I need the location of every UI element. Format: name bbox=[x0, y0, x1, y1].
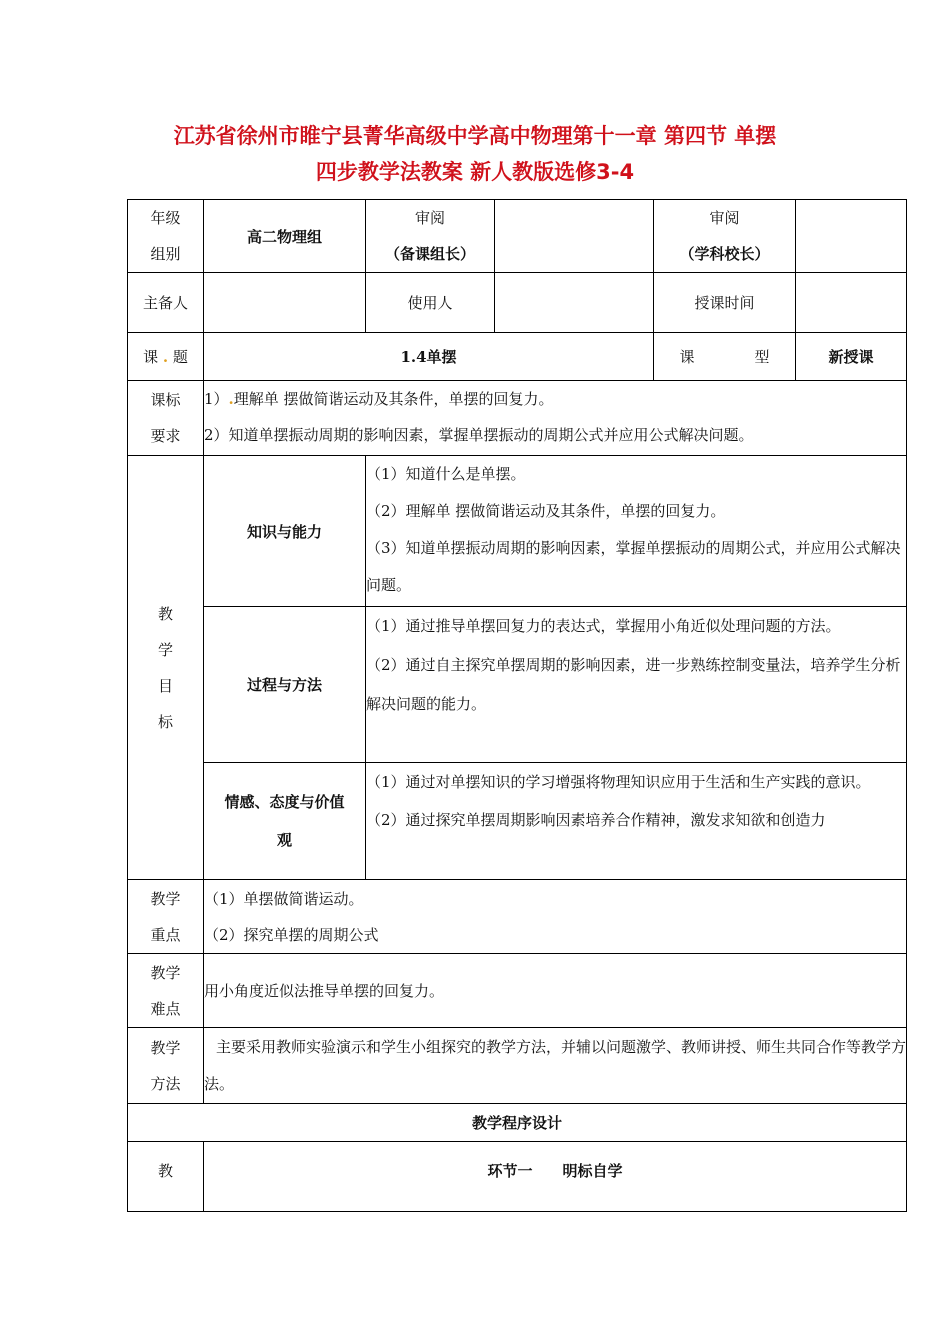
type-label-b: 型 bbox=[754, 348, 770, 366]
objectives-label-char: 目 bbox=[157, 676, 173, 695]
grade-label-line1: 年级 bbox=[150, 209, 181, 227]
row-preparer bbox=[128, 273, 907, 333]
standards-label bbox=[128, 381, 204, 456]
standards-label-line1: 课标 bbox=[150, 391, 181, 409]
user-label: 使用人 bbox=[366, 273, 495, 333]
stage-one-number: 环节一 bbox=[487, 1162, 533, 1180]
review1-value bbox=[495, 200, 654, 273]
key-points-label-line2: 重点 bbox=[150, 925, 181, 944]
knowledge-item: （3）知道单摆振动周期的影响因素，掌握单摆振动的周期公式，并应用公式解决问题。 bbox=[366, 539, 901, 594]
row-standards bbox=[128, 381, 907, 456]
row-grade bbox=[128, 200, 907, 273]
emotion-label-line1: 情感、态度与价值 bbox=[224, 793, 345, 811]
document-title-line2: 四步教学法教案 新人教版选修3-4 bbox=[315, 160, 635, 184]
topic-label-a: 课 bbox=[143, 348, 159, 366]
row-key-points bbox=[128, 880, 907, 954]
row-procedure-heading bbox=[128, 1104, 907, 1142]
row-objective-process bbox=[128, 607, 907, 763]
difficulties-content: 用小角度近似法推导单摆的回复力。 bbox=[204, 954, 907, 1028]
emotion-content bbox=[366, 763, 907, 880]
lesson-plan-table bbox=[127, 199, 907, 1212]
key-points-label bbox=[128, 880, 204, 954]
time-label: 授课时间 bbox=[654, 273, 796, 333]
process-content bbox=[366, 607, 907, 763]
difficulties-label bbox=[128, 954, 204, 1028]
knowledge-label: 知识与能力 bbox=[204, 456, 366, 607]
process-item: （1）通过推导单摆回复力的表达式，掌握用小角近似处理问题的方法。 bbox=[366, 617, 841, 635]
emotion-label-line2: 观 bbox=[276, 831, 292, 849]
review2-value bbox=[796, 200, 907, 273]
standards-content bbox=[204, 381, 907, 456]
methods-label bbox=[128, 1028, 204, 1104]
review1-cell bbox=[366, 200, 495, 273]
key-point-item: （2）探究单摆的周期公式 bbox=[204, 925, 379, 944]
type-label bbox=[654, 333, 796, 381]
knowledge-item: （2）理解单 摆做简谐运动及其条件，单摆的回复力。 bbox=[366, 502, 726, 520]
row-difficulties bbox=[128, 954, 907, 1028]
time-value bbox=[796, 273, 907, 333]
standards-label-line2: 要求 bbox=[150, 427, 181, 445]
standards-item bbox=[204, 381, 906, 417]
objectives-label-char: 标 bbox=[157, 712, 173, 731]
knowledge-content bbox=[366, 456, 907, 607]
procedure-side-label: 教 bbox=[128, 1142, 204, 1212]
stage-one-name: 明标自学 bbox=[562, 1162, 623, 1180]
objectives-label bbox=[128, 456, 204, 880]
review2-label: 审阅 bbox=[709, 209, 740, 227]
row-topic bbox=[128, 333, 907, 381]
difficulties-label-line2: 难点 bbox=[150, 999, 181, 1018]
emotion-label bbox=[204, 763, 366, 880]
difficulties-label-line1: 教学 bbox=[150, 963, 181, 982]
document-title-line1: 江苏省徐州市睢宁县菁华高级中学高中物理第十一章 第四节 单摆 bbox=[173, 124, 777, 148]
key-points-label-line1: 教学 bbox=[150, 889, 181, 908]
methods-content: 主要采用教师实验演示和学生小组探究的教学方法，并辅以问题激学、教师讲授、师生共同合作等教学方法。 bbox=[204, 1028, 907, 1104]
process-item: （2）通过自主探究单摆周期的影响因素，进一步熟练控制变量法，培养学生分析解决问题的能力。 bbox=[366, 656, 901, 713]
key-points-content bbox=[204, 880, 907, 954]
stage-one-title bbox=[204, 1142, 907, 1212]
preparer-value bbox=[204, 273, 366, 333]
review1-label: 审阅 bbox=[414, 209, 445, 227]
topic-label bbox=[128, 333, 204, 381]
standards-item-dot: . bbox=[228, 390, 234, 408]
procedure-heading: 教学程序设计 bbox=[128, 1104, 907, 1142]
row-objective-knowledge bbox=[128, 456, 907, 607]
methods-label-line1: 教学 bbox=[150, 1038, 181, 1057]
preparer-label: 主备人 bbox=[128, 273, 204, 333]
standards-item-prefix: 1） bbox=[204, 390, 229, 408]
topic-label-b: 题 bbox=[172, 348, 188, 366]
methods-label-line2: 方法 bbox=[150, 1074, 181, 1093]
user-value bbox=[495, 273, 654, 333]
emotion-item: （1）通过对单摆知识的学习增强将物理知识应用于生活和生产实践的意识。 bbox=[366, 773, 871, 791]
row-stage-one bbox=[128, 1142, 907, 1212]
review2-cell bbox=[654, 200, 796, 273]
grade-value: 高二物理组 bbox=[204, 200, 366, 273]
review2-sub: （学科校长） bbox=[679, 245, 770, 263]
topic-label-dot: . bbox=[162, 348, 169, 366]
key-point-item: （1）单摆做简谐运动。 bbox=[204, 889, 364, 908]
knowledge-item: （1）知道什么是单摆。 bbox=[366, 465, 526, 483]
row-objective-emotion bbox=[128, 763, 907, 880]
topic-value: 1.4单摆 bbox=[204, 333, 654, 381]
objectives-label-char: 教 bbox=[157, 604, 173, 623]
row-methods bbox=[128, 1028, 907, 1104]
objectives-label-char: 学 bbox=[157, 640, 173, 659]
standards-item: 2）知道单摆振动周期的影响因素，掌握单摆振动的周期公式并应用公式解决问题。 bbox=[204, 426, 754, 444]
type-label-a: 课 bbox=[679, 348, 695, 366]
standards-item-text: 理解单 摆做简谐运动及其条件，单摆的回复力。 bbox=[233, 390, 554, 408]
grade-label bbox=[128, 200, 204, 273]
review1-sub: （备课组长） bbox=[384, 245, 475, 263]
type-value: 新授课 bbox=[796, 333, 907, 381]
emotion-item: （2）通过探究单摆周期影响因素培养合作精神，激发求知欲和创造力 bbox=[366, 811, 826, 829]
grade-label-line2: 组别 bbox=[150, 245, 181, 263]
process-label: 过程与方法 bbox=[204, 607, 366, 763]
